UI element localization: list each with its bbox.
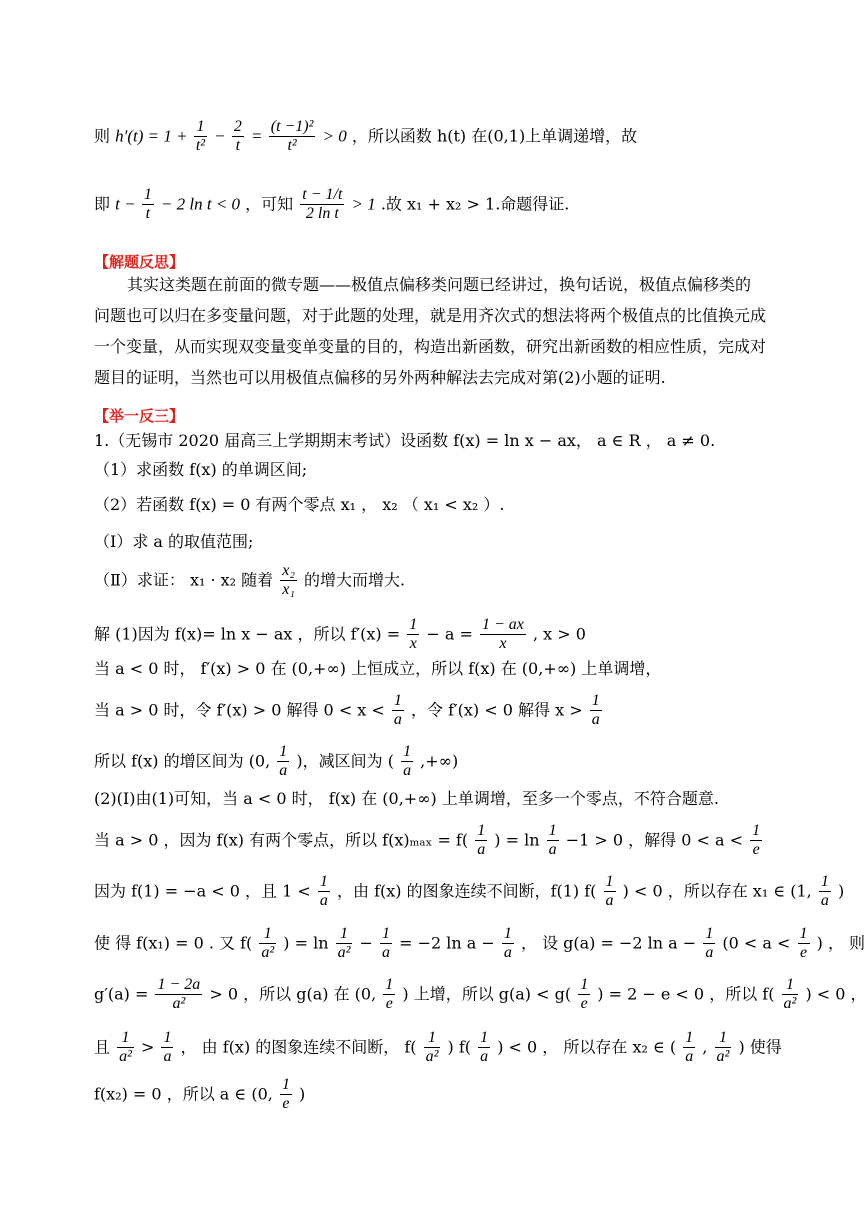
- fraction: [703, 925, 715, 963]
- fraction: [280, 562, 297, 600]
- text: ) < 0 ，: [805, 984, 867, 1004]
- section-heading-practice: 【举一反三】: [94, 407, 185, 425]
- denominator: a: [605, 892, 614, 910]
- fraction: [683, 1029, 695, 1067]
- text: 使 得 f(x₁) = 0 . 又 f(: [94, 933, 253, 953]
- fraction: [604, 873, 616, 911]
- fraction: [502, 925, 514, 963]
- denominator: a: [685, 1048, 694, 1066]
- numerator: 1: [117, 1029, 134, 1048]
- solution-line-1: [94, 616, 586, 654]
- fraction: [318, 873, 330, 911]
- denominator: a²: [337, 944, 351, 962]
- denominator: a: [279, 762, 288, 780]
- numerator: 1: [502, 925, 514, 944]
- fraction: [161, 1029, 173, 1067]
- numerator: 1: [161, 1029, 173, 1048]
- text: ，由 f(x) 的图象连续不间断，f(1) f(: [336, 881, 597, 901]
- numerator: 1: [392, 692, 404, 711]
- denominator: 2 ln t: [305, 205, 339, 223]
- denominator: a: [503, 944, 512, 962]
- section-heading-reflection: 【解题反思】: [94, 253, 185, 271]
- text: = −2 ln a −: [399, 933, 500, 953]
- denominator: a: [403, 762, 412, 780]
- text: f(x₂) = 0 ，所以 a ∈ (0,: [94, 1084, 273, 1104]
- text: ，所以函数 h(t) 在(0,1)上单调递增，故: [351, 126, 638, 146]
- numerator: 1: [578, 976, 590, 995]
- text: ，令 f′(x) < 0 解得 x >: [411, 700, 588, 720]
- text: 因为 f(1) = −a < 0 ，且 1 <: [94, 881, 316, 901]
- denominator: a²: [261, 944, 275, 962]
- fraction: [117, 1029, 134, 1067]
- numerator: x₂: [280, 562, 297, 581]
- fraction: [232, 118, 244, 156]
- text: ,: [702, 1037, 708, 1057]
- fraction: [336, 925, 353, 963]
- text: ) < 0 ，所以存在 x₁ ∈ (1,: [622, 881, 812, 901]
- fraction: [782, 976, 799, 1014]
- fraction: [269, 118, 316, 156]
- denominator: t²: [195, 137, 206, 155]
- denominator: t: [145, 205, 151, 223]
- text: ， 由 f(x) 的图象连续不间断， f(: [180, 1037, 417, 1057]
- text: ) 使得: [738, 1037, 782, 1057]
- fraction: [392, 692, 404, 730]
- fraction: [380, 925, 392, 963]
- numerator: 1: [194, 118, 207, 137]
- fraction: [478, 1029, 490, 1067]
- denominator: a: [319, 892, 328, 910]
- numerator: (t −1)²: [269, 118, 316, 137]
- math-expr: > 0: [322, 126, 347, 146]
- denominator: t: [235, 137, 241, 155]
- fraction: [401, 743, 413, 781]
- denominator: a: [393, 711, 402, 729]
- text: 所以 f(x) 的增区间为 (0,: [94, 751, 271, 771]
- text: 当 a > 0 时，令 f′(x) > 0 解得 0 < x <: [94, 700, 390, 720]
- numerator: 1: [782, 976, 799, 995]
- question-2-ii: [94, 562, 405, 600]
- question-2-i: （Ⅰ）求 a 的取值范围;: [94, 532, 254, 551]
- fraction: [480, 616, 526, 654]
- denominator: a²: [783, 995, 797, 1013]
- text: 则: [94, 126, 111, 146]
- math-expr: t −: [115, 194, 140, 214]
- denominator: a: [705, 944, 714, 962]
- fraction: [383, 976, 395, 1014]
- denominator: a: [480, 1048, 489, 1066]
- denominator: a: [548, 841, 557, 859]
- solution-line-9: [94, 976, 867, 1014]
- text: 即: [94, 194, 111, 214]
- denominator: e: [799, 944, 808, 962]
- denominator: e: [282, 1095, 290, 1113]
- fraction: [424, 1029, 441, 1067]
- math-expr: > 1: [351, 194, 376, 214]
- fraction: [142, 186, 154, 224]
- numerator: 1: [401, 743, 413, 762]
- fraction: [798, 925, 810, 963]
- numerator: 1: [703, 925, 715, 944]
- text: ): [299, 1084, 306, 1104]
- math-expr: −: [214, 126, 230, 146]
- denominator: a²: [119, 1048, 132, 1066]
- question-1: （1）求函数 f(x) 的单调区间;: [94, 460, 308, 479]
- solution-line-3: [94, 692, 604, 730]
- math-expr: =: [251, 126, 267, 146]
- numerator: 2: [232, 118, 244, 137]
- text: 且: [94, 1037, 116, 1057]
- solution-line-4: [94, 743, 458, 781]
- numerator: 1: [336, 925, 353, 944]
- fraction: [280, 1076, 292, 1114]
- fraction: [194, 118, 207, 156]
- text: ) ， 则: [816, 933, 866, 953]
- numerator: 1: [142, 186, 154, 205]
- numerator: 1: [424, 1029, 441, 1048]
- text: 的增大而增大.: [304, 570, 406, 590]
- numerator: 1: [590, 692, 602, 711]
- solution-line-2: 当 a < 0 时， f′(x) > 0 在 (0,+∞) 上恒成立，所以 f(x) 在 (0,+∞) 上单调增，: [94, 659, 662, 678]
- numerator: 1: [750, 822, 762, 841]
- text: , x > 0: [532, 624, 586, 644]
- denominator: a: [382, 944, 390, 962]
- denominator: e: [752, 841, 760, 859]
- fraction: [155, 976, 202, 1014]
- text: (0 < a <: [722, 933, 796, 953]
- fraction: [259, 925, 276, 963]
- numerator: 1: [819, 873, 831, 892]
- solution-line-6: [94, 822, 764, 860]
- denominator: a²: [425, 1048, 439, 1066]
- text: ,+∞): [420, 751, 459, 771]
- denominator: a²: [716, 1048, 730, 1066]
- text: −: [359, 933, 378, 953]
- numerator: 1: [259, 925, 276, 944]
- question-2: （2）若函数 f(x) = 0 有两个零点 x₁ ， x₂ （ x₁ < x₂ ）.: [94, 495, 505, 514]
- denominator: a: [477, 841, 486, 859]
- denominator: a: [820, 892, 829, 910]
- numerator: 1 − ax: [480, 616, 526, 635]
- problem-intro: 1.（无锡市 2020 届高三上学期期末考试）设函数 f(x) = ln x − ax， a ∈ R ， a ≠ 0.: [94, 431, 716, 450]
- denominator: a²: [172, 995, 186, 1013]
- numerator: 1: [715, 1029, 732, 1048]
- numerator: 1: [280, 1076, 292, 1095]
- text: （Ⅱ）求证： x₁ · x₂ 随着: [94, 570, 274, 590]
- denominator: a: [591, 711, 600, 729]
- solution-line-11: [94, 1076, 305, 1114]
- denominator: x₁: [282, 581, 295, 599]
- text: > 0 ，所以 g(a) 在 (0,: [209, 984, 377, 1004]
- denominator: e: [580, 995, 588, 1013]
- fraction: [590, 692, 602, 730]
- text: −1 > 0 ，解得 0 < a <: [565, 830, 749, 850]
- numerator: 1: [475, 822, 487, 841]
- numerator: 1: [547, 822, 559, 841]
- numerator: 1 − 2a: [155, 976, 202, 995]
- numerator: 1: [478, 1029, 490, 1048]
- numerator: 1: [380, 925, 392, 944]
- text: g′(a) =: [94, 984, 154, 1004]
- denominator: x: [499, 635, 507, 653]
- text: ) < 0 ， 所以存在 x₂ ∈ (: [497, 1037, 677, 1057]
- fraction: [475, 822, 487, 860]
- numerator: 1: [318, 873, 330, 892]
- text: ， 设 g(a) = −2 ln a −: [520, 933, 702, 953]
- numerator: t − 1/t: [300, 186, 344, 205]
- text: )，减区间为 (: [296, 751, 394, 771]
- math-expr: h′(t) = 1 +: [115, 126, 192, 146]
- text: .故 x₁ + x₂ > 1.命题得证.: [380, 194, 570, 214]
- fraction: [819, 873, 831, 911]
- denominator: a: [163, 1048, 172, 1066]
- text: ) 上增，所以 g(a) < g(: [402, 984, 572, 1004]
- text: ) = 2 − e < 0 ，所以 f(: [597, 984, 775, 1004]
- fraction: [750, 822, 762, 860]
- fraction: [715, 1029, 732, 1067]
- solution-line-7: [94, 873, 844, 911]
- text: ) f(: [447, 1037, 472, 1057]
- fraction: [578, 976, 590, 1014]
- solution-line-8: [94, 925, 865, 963]
- paragraph-text: 其实这类题在前面的微专题——极值点偏移类问题已经讲过，换句话说，极值点偏移类的问题也可以归在多变量问题，对于此题的处理，就是用齐次式的想法将两个极值点的比值换元成一个变量，从而实现双变量变单变量的目的，构造出新函数，研究出新函数的相应性质，完成对题目的证明，当然也可以用极值点偏移的另外两种解法去完成对第(2)小题的证明.: [94, 275, 767, 387]
- numerator: 1: [277, 743, 289, 762]
- fraction: [547, 822, 559, 860]
- numerator: 1: [383, 976, 395, 995]
- numerator: 1: [407, 616, 419, 635]
- conclusion-line: [94, 186, 569, 224]
- numerator: 1: [683, 1029, 695, 1048]
- fraction: [300, 186, 344, 224]
- text: ): [837, 881, 845, 901]
- text: ，可知: [245, 194, 294, 214]
- text: − a =: [426, 624, 478, 644]
- solution-line-10: [94, 1029, 782, 1067]
- denominator: x: [409, 635, 417, 653]
- text: 解 (1)因为 f(x)= ln x − ax ，所以 f′(x) =: [94, 624, 406, 644]
- derivative-h-line: [94, 118, 637, 156]
- numerator: 1: [604, 873, 616, 892]
- fraction: [407, 616, 419, 654]
- math-expr: − 2 ln t < 0: [160, 194, 241, 214]
- text: ) = ln: [283, 933, 334, 953]
- text: 当 a > 0 ，因为 f(x) 有两个零点，所以 f(x)ₘₐₓ = f(: [94, 830, 469, 850]
- fraction: [277, 743, 289, 781]
- denominator: t²: [287, 137, 297, 155]
- text: >: [140, 1037, 160, 1057]
- reflection-paragraph: [94, 269, 766, 393]
- numerator: 1: [798, 925, 810, 944]
- text: ) = ln: [494, 830, 545, 850]
- denominator: e: [385, 995, 393, 1013]
- solution-line-5: (2)(I)由(1)可知，当 a < 0 时， f(x) 在 (0,+∞) 上单调增，至多一个零点，不符合题意.: [94, 789, 719, 808]
